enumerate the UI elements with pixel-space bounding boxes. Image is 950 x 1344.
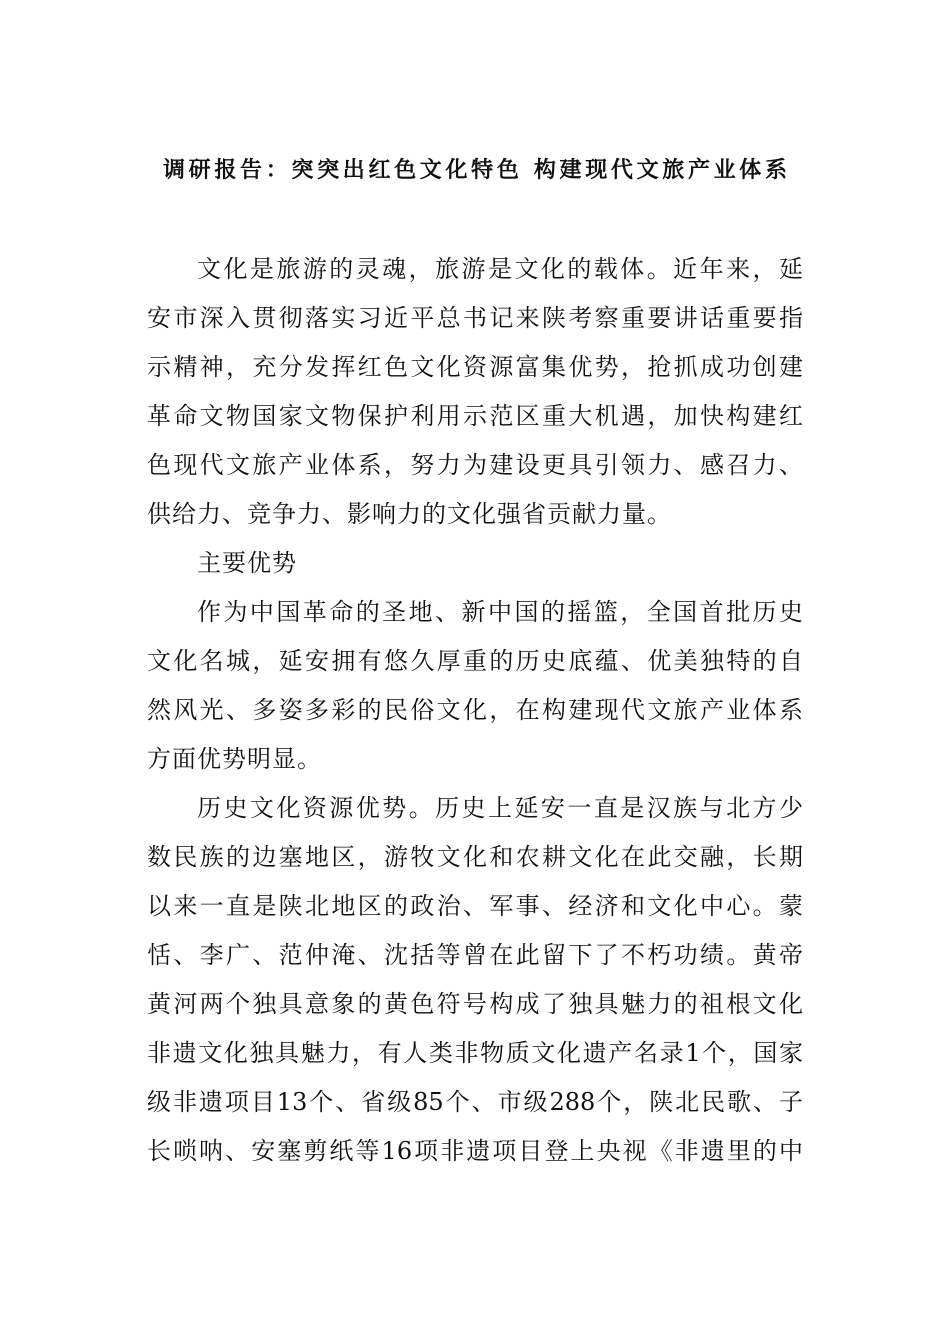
text-line: 色现代文旅产业体系，努力为建设更具引领力、感召力、 bbox=[147, 451, 803, 479]
paragraph-intro bbox=[147, 245, 803, 539]
section-heading bbox=[147, 539, 803, 588]
text-line: 长唢呐、安塞剪纸等16项非遗项目登上央视《非遗里的中 bbox=[147, 1137, 803, 1165]
document-body bbox=[147, 245, 803, 1176]
paragraph-history bbox=[147, 784, 803, 1176]
text-line: 然风光、多姿多彩的民俗文化，在构建现代文旅产业体系 bbox=[147, 696, 803, 724]
text-line: 级非遗项目13个、省级85个、市级288个，陕北民歌、子 bbox=[147, 1088, 803, 1116]
text-line: 数民族的边塞地区，游牧文化和农耕文化在此交融，长期 bbox=[147, 843, 803, 871]
text-line: 供给力、竞争力、影响力的文化强省贡献力量。 bbox=[147, 500, 672, 528]
text-line: 革命文物国家文物保护利用示范区重大机遇，加快构建红 bbox=[147, 402, 803, 430]
text-line: 文化是旅游的灵魂，旅游是文化的载体。近年来，延 bbox=[197, 255, 803, 283]
heading-main-advantages: 主要优势 bbox=[197, 549, 297, 577]
text-line: 以来一直是陕北地区的政治、军事、经济和文化中心。蒙 bbox=[147, 892, 803, 920]
text-line: 历史文化资源优势。历史上延安一直是汉族与北方少 bbox=[197, 794, 803, 822]
text-line: 非遗文化独具魅力，有人类非物质文化遗产名录1个，国家 bbox=[147, 1039, 803, 1067]
text-line: 安市深入贯彻落实习近平总书记来陕考察重要讲话重要指 bbox=[147, 304, 803, 332]
text-line: 作为中国革命的圣地、新中国的摇篮，全国首批历史 bbox=[197, 598, 803, 626]
text-line: 文化名城，延安拥有悠久厚重的历史底蕴、优美独特的自 bbox=[147, 647, 803, 675]
paragraph-advantages bbox=[147, 588, 803, 784]
document-title: 调研报告：突突出红色文化特色 构建现代文旅产业体系 bbox=[163, 157, 787, 183]
text-line: 方面优势明显。 bbox=[147, 745, 322, 773]
text-line: 黄河两个独具意象的黄色符号构成了独具魅力的祖根文化 bbox=[147, 990, 803, 1018]
text-line: 恬、李广、范仲淹、沈括等曾在此留下了不朽功绩。黄帝 bbox=[147, 941, 803, 969]
text-line: 示精神，充分发挥红色文化资源富集优势，抢抓成功创建 bbox=[147, 353, 803, 381]
